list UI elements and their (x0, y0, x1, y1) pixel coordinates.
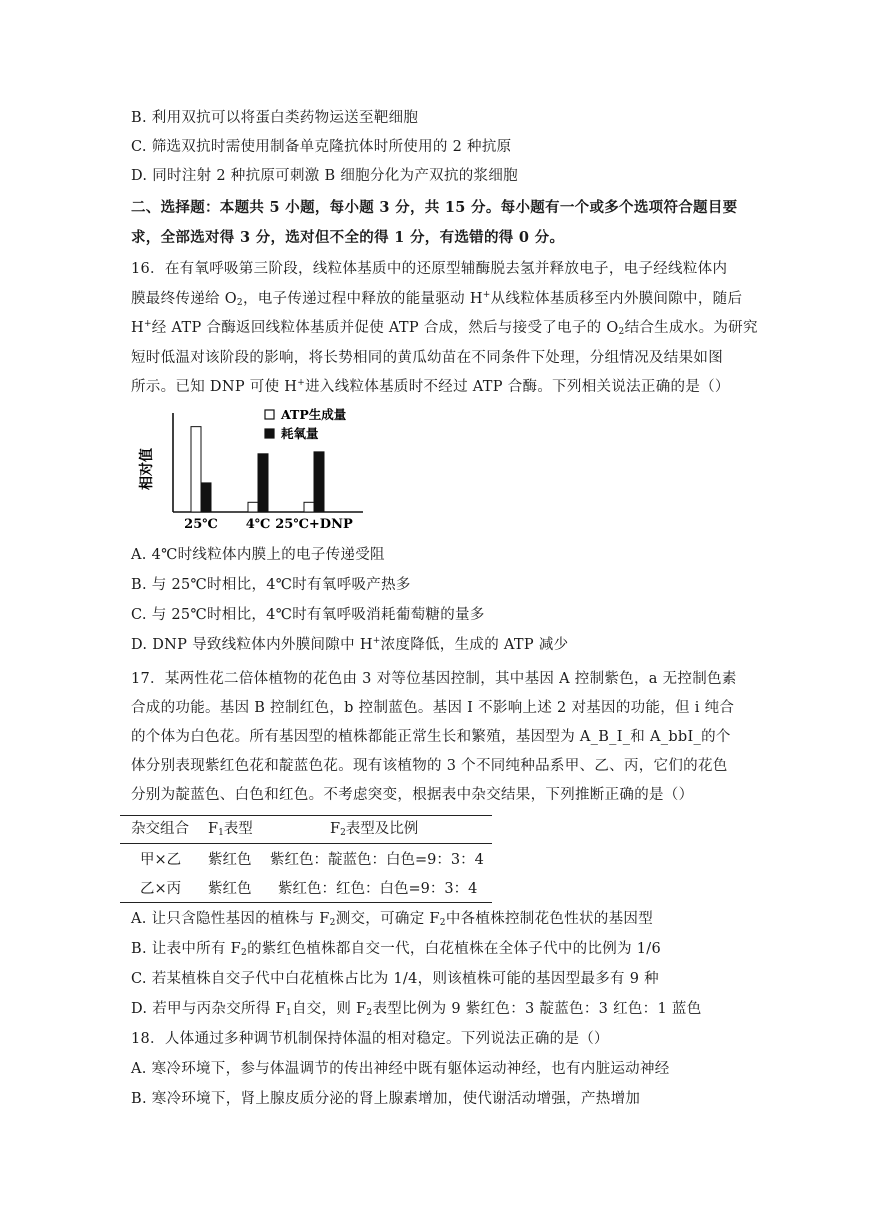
q15-option-b: B. 利用双抗可以将蛋白类药物运送至靶细胞 (131, 110, 419, 126)
q17-option-c: C. 若某植株自交子代中白花植株占比为 1/4，则该植株可能的基因型最多有 9 种 (131, 971, 659, 987)
bar-oxygen-2 (258, 454, 268, 512)
q17-stem-line2: 合成的功能。基因 B 控制红色，b 控制蓝色。基因 I 不影响上述 2 对基因的功能，但 i 纯合 (131, 700, 735, 716)
q17-stem-line3: 的个体为白色花。所有基因型的植株都能正常生长和繁殖，基因型为 A_B_I_和 A_bbI_的个 (131, 729, 731, 745)
q16-option-c: C. 与 25℃时相比，4℃时有氧呼吸消耗葡萄糖的量多 (131, 607, 485, 623)
section-header-line1: 二、选择题：本题共 5 小题，每小题 3 分，共 15 分。每小题有一个或多个选项符合题目要 (131, 199, 738, 216)
q16-stem-line1: 16．在有氧呼吸第三阶段，线粒体基质中的还原型辅酶脱去氢并释放电子，电子经线粒体内 (131, 261, 728, 277)
q16-option-a: A. 4℃时线粒体内膜上的电子传递受阻 (131, 547, 385, 563)
bar-atp-3 (304, 502, 314, 512)
bar-atp-1 (191, 427, 201, 512)
q16-option-d: D. DNP 导致线粒体内外膜间隙中 H+浓度降低，生成的 ATP 减少 (131, 636, 569, 653)
q15-option-d: D. 同时注射 2 种抗原可刺激 B 细胞分化为产双抗的浆细胞 (131, 168, 518, 184)
table-header-cross: 杂交组合 (131, 821, 189, 837)
bar-oxygen-3 (314, 452, 324, 512)
q18-option-a: A. 寒冷环境下，参与体温调节的传出神经中既有躯体运动神经，也有内脏运动神经 (131, 1061, 670, 1077)
legend-swatch-1 (265, 410, 274, 419)
bar-oxygen-1 (201, 483, 211, 512)
q17-stem-line1: 17．某两性花二倍体植物的花色由 3 对等位基因控制，其中基因 A 控制紫色，a 无控制色素 (131, 671, 737, 687)
x-tick-label-3: 25℃+DNP (275, 517, 353, 532)
legend-swatch-2 (265, 429, 274, 438)
table-header-rule (120, 843, 492, 844)
q16-stem-line3: H+经 ATP 合酶返回线粒体基质并促使 ATP 合成，然后与接受了电子的 $O_2$结合生成水。为研究 (131, 319, 758, 337)
bar-chart (131, 407, 371, 532)
section-header-line2: 求，全部选对得 3 分，选对但不全的得 1 分，有选错的得 0 分。 (131, 229, 565, 246)
q16-stem-line5: 所示。已知 DNP 可使 H+进入线粒体基质时不经过 ATP 合酶。下列相关说法正确的是（） (131, 378, 730, 395)
legend-label-2: 耗氧量 (281, 426, 319, 441)
q17-stem-line5: 分别为靛蓝色、白色和红色。不考虑突变，根据表中杂交结果，下列推断正确的是（） (131, 787, 694, 803)
bar-atp-2 (248, 502, 258, 512)
table-top-rule (120, 815, 492, 816)
table-header-f1: $F_1$表型 (208, 821, 253, 838)
q18-option-b: B. 寒冷环境下，肾上腺皮质分泌的肾上腺素增加，使代谢活动增强，产热增加 (131, 1091, 641, 1107)
q17-option-a: A. 让只含隐性基因的植株与 $F_2$测交，可确定 $F_2$中各植株控制花色性状的基因型 (131, 911, 654, 928)
table-row-1-f2: 紫红色：靛蓝色：白色=9：3：4 (270, 852, 484, 868)
table-row-2-f1: 紫红色 (208, 881, 252, 897)
table-row-2-cross: 乙×丙 (140, 881, 182, 897)
table-row-2-f2: 紫红色：红色：白色=9：3：4 (278, 881, 478, 897)
table-bottom-rule (120, 902, 492, 903)
q18-stem: 18．人体通过多种调节机制保持体温的相对稳定。下列说法正确的是（） (131, 1031, 609, 1047)
legend-label-1: ATP生成量 (281, 407, 347, 422)
table-row-1-cross: 甲×乙 (140, 852, 182, 868)
q16-stem-line2: 膜最终传递给 $O_2$，电子传递过程中释放的能量驱动 H+从线粒体基质移至内外膜间隙中，随后 (131, 290, 743, 308)
q17-stem-line4: 体分别表现紫红色花和靛蓝色花。现有该植物的 3 个不同纯种品系甲、乙、丙，它们的花色 (131, 758, 728, 774)
table-header-f2: $F_2$表型及比例 (330, 821, 419, 838)
q15-option-c: C. 筛选双抗时需使用制备单克隆抗体时所使用的 2 种抗原 (131, 139, 512, 155)
chart-y-label: 相对值 (139, 448, 155, 490)
x-tick-label-1: 25℃ (184, 517, 218, 532)
x-tick-label-2: 4℃ (245, 517, 271, 532)
q16-stem-line4: 短时低温对该阶段的影响，将长势相同的黄瓜幼苗在不同条件下处理，分组情况及结果如图 (131, 350, 723, 366)
q17-option-b: B. 让表中所有 $F_2$的紫红色植株都自交一代，白花植株在全体子代中的比例为 1/6 (131, 941, 662, 958)
q16-option-b: B. 与 25℃时相比，4℃时有氧呼吸产热多 (131, 577, 411, 593)
q17-option-d: D. 若甲与丙杂交所得 $F_1$自交，则 $F_2$表型比例为 9 紫红色：3 靛蓝色：3 红色：1 蓝色 (131, 1001, 702, 1018)
table-row-1-f1: 紫红色 (208, 852, 252, 868)
